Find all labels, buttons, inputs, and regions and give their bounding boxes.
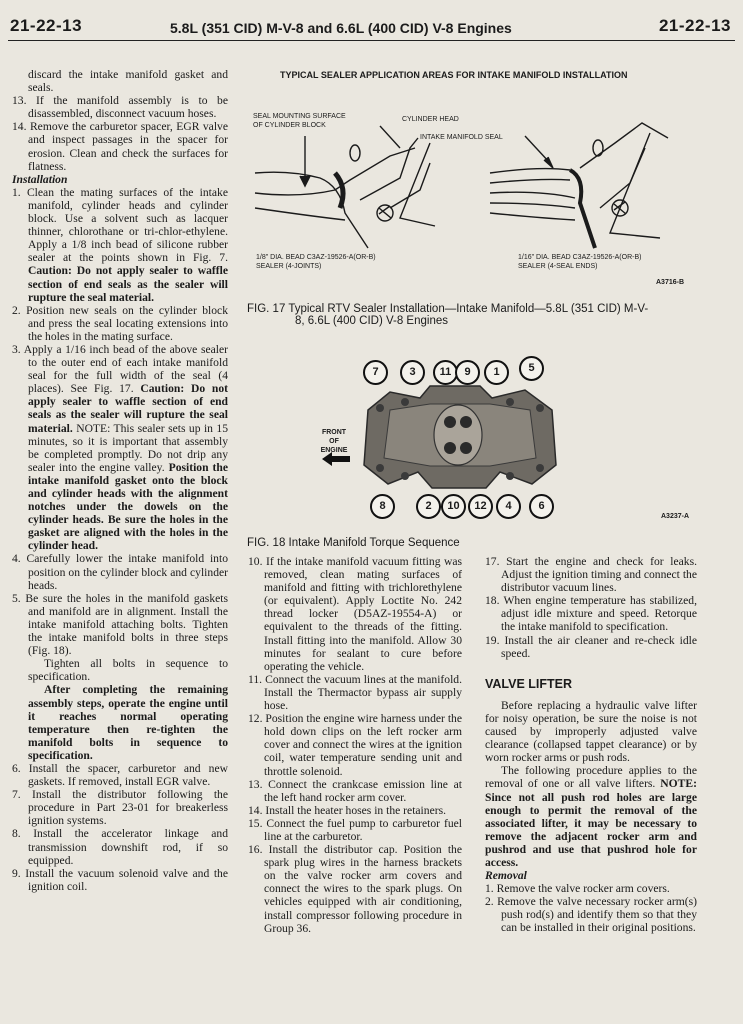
list-item: 11. Connect the vacuum lines at the manifold. Install the Thermactor bypass air supply hose. [248,672,462,713]
list-item: 9. Install the vacuum solenoid valve and the ignition coil. [12,866,228,893]
fig18-caption: FIG. 18 Intake Manifold Torque Sequence [247,537,460,549]
torque-number-2: 2 [416,494,441,519]
list-item: 12. Position the engine wire harness under the hold down clips on the left rocker arm cover and connect the wires at the ignition coil, water temperature sending unit and throttle solenoid. [248,712,462,778]
torque-number-3: 3 [400,360,425,385]
bold-paragraph: After completing the remaining assembly steps, operate the engine until it reaches normal operating temperature then re-tighten the manifold bolts in sequence to specification. [28,683,228,762]
list-item: 13. Connect the crankcase emission line at the left hand rocker arm cover. [248,777,462,804]
fig18-front-line1: FRONT [321,429,347,436]
torque-number-7: 7 [363,360,388,385]
fig18-manifold-drawing [360,380,560,492]
list-item [12,343,228,553]
caution-text: Caution: Do not apply sealer to waffle section of end seals as the sealer will rupture the seal material. [28,264,228,304]
torque-number-4: 4 [496,494,521,519]
list-item: 1. Remove the valve rocker arm covers. [485,882,670,896]
column-2 [248,555,462,935]
text-run: 3. Apply a 1/16 inch bead of the above sealer to the outer end of each intake manifold seal for the full width of the seal (4 places). See Fig. 17. [12,342,228,396]
bold-text: Position the intake manifold gasket onto the block and cylinder heads with the alignment notches under the dowels on the cylinder heads. Be sure the holes in the gasket are aligned with the holes in the cylinder head. [28,460,228,553]
torque-number-8: 8 [370,494,395,519]
fig18-number: A3237-A [661,513,690,520]
fig17-label-mount-line1: SEAL MOUNTING SURFACE [253,113,346,120]
list-item: 13. If the manifold assembly is to be disassembled, disconnect vacuum hoses. [12,94,228,121]
column-3 [485,555,697,935]
fig17-caption [247,303,648,327]
fig18-front-line3: ENGINE [320,447,348,454]
page-title: 5.8L (351 CID) M-V-8 and 6.6L (400 CID) V-8 Engines [170,20,512,36]
list-item: 14. Remove the carburetor spacer, EGR valve and inspect passages in the spacer for erosion. Clean and check the surfaces for flatness. [12,120,228,173]
list-item [12,186,228,304]
section-heading-valve-lifter: VALVE LIFTER [485,676,573,691]
page-number-left: 21-22-13 [10,16,83,35]
fig17-right-note [518,253,641,271]
torque-number-5: 5 [519,356,544,381]
fig17-caption-line1: FIG. 17 Typical RTV Sealer Installation—Intake Manifold—5.8L (351 CID) M-V- [247,303,649,315]
fig17-label-head: CYLINDER HEAD [402,116,459,123]
list-item: 18. When engine temperature has stabilized, adjust idle mixture and speed. Retorque the intake manifold to specification. [485,594,697,634]
header-rule [8,40,735,41]
front-arrow-icon [322,452,350,466]
fig18-front-label [312,428,356,455]
list-item: 2. Position new seals on the cylinder block and press the seal locating extensions into the holes in the mating surface. [12,303,228,343]
text-paragraph: discard the intake manifold gasket and seals. [28,68,228,95]
list-item: 7. Install the distributor following the procedure in Part 23-01 for breakerless ignition systems. [12,788,228,828]
fig17-title: TYPICAL SEALER APPLICATION AREAS FOR INTAKE MANIFOLD INSTALLATION [280,70,628,80]
torque-number-10: 10 [441,494,466,519]
torque-number-9: 9 [455,360,480,385]
list-item: 5. Be sure the holes in the manifold gaskets and manifold are in alignment. Install the intake manifold attaching bolts. Tighten the intake manifold bolts in three steps (Fig. 18). [12,591,228,658]
list-item: 17. Start the engine and check for leaks. Adjust the ignition timing and connect the distributor vacuum lines. [485,555,697,595]
list-item: 14. Install the heater hoses in the retainers. [248,803,446,817]
torque-number-1: 1 [484,360,509,385]
list-item: 10. If the intake manifold vacuum fitting was removed, clean mating surfaces of manifold and fitting with trichlorethylene (or equivalent). Apply Loctite No. 242 thread locker (D5AZ-19554-A) or equivalent to the threads of the fitting. Install fitting into the manifold. Allow 30 minutes for sealant to cure before operating the vehicle. [248,555,462,673]
fig17-left-note-line1: 1/8" DIA. BEAD C3AZ-19526-A(OR-B) [256,254,376,261]
text-run: The following procedure applies to the removal of one or all valve lifters. [485,764,697,791]
list-item: 4. Carefully lower the intake manifold into position on the cylinder block and cylinder heads. [12,552,228,592]
fig18-front-line2: OF [329,438,339,445]
fig17-right-note-line1: 1/16" DIA. BEAD C3AZ-19526-A(OR-B) [518,254,642,261]
list-item: 2. Remove the valve necessary rocker arm(s) push rod(s) and identify them so that they can be installed in their original positions. [485,895,697,935]
list-item: 15. Connect the fuel pump to carburetor fuel line at the carburetor. [248,816,462,843]
torque-number-11: 11 [433,360,458,385]
fig17-label-seal: INTAKE MANIFOLD SEAL [420,134,503,141]
text-paragraph [485,764,697,869]
fig17-label-mount-line2: OF CYLINDER BLOCK [253,122,326,129]
fig17-caption-line2: 8, 6.6L (400 CID) V-8 Engines [295,315,448,327]
text-run: 1. Clean the mating surfaces of the intake manifold, cylinder heads and cylinder block. Use a solvent such as lacquer thinner, chlorothane or tri-chlor-ethylene. Apply a 1/8 inch bead of silicone rubber sealer at the points shown in Fig. 7. [12,185,228,265]
note-text: NOTE: This sealer sets up in 15 minutes, so it is important that assembly be completed promptly. Do not drip any sealer into the engine valley. [28,421,228,474]
torque-number-6: 6 [529,494,554,519]
torque-number-12: 12 [468,494,493,519]
list-item: 6. Install the spacer, carburetor and new gaskets. If removed, install EGR valve. [12,761,228,789]
fig17-number: A3716-B [656,279,685,286]
fig17-diagram [250,108,690,258]
fig17-right-note-line2: SEALER (4-SEAL ENDS) [518,263,598,270]
text-paragraph: Tighten all bolts in sequence to specification. [28,657,228,684]
page-number-right: 21-22-13 [658,16,731,35]
note-text: NOTE: Since not all push rod holes are large enough to permit the removal of the associated lifter, it may be necessary to remove the adjacent rocker arm and pushrod and use that pushrod hole for access. [485,777,697,869]
subheading-removal: Removal [485,869,527,883]
text-paragraph: Before replacing a hydraulic valve lifter for noisy operation, be sure the noise is not caused by improperly adjusted valve clearance (collapsed tappet clearance) or by worn rocker arms or push rods. [485,698,697,765]
list-item: 16. Install the distributor cap. Position the spark plug wires in the harness brackets on the valve rocker arm covers and connect the wires to the spark plugs. On vehicles equipped with air conditioning, install compressor following procedure in Group 36. [248,843,462,935]
list-item: 19. Install the air cleaner and re-check idle speed. [485,633,697,660]
column-1 [12,68,228,893]
fig17-left-note-line2: SEALER (4-JOINTS) [256,263,322,270]
list-item: 8. Install the accelerator linkage and transmission downshift rod, if so equipped. [12,827,228,867]
fig17-left-note [256,253,376,271]
subheading-installation: Installation [12,172,68,186]
caution-text: Caution: Do not apply sealer to waffle section of end seals as the sealer will rupture the seal material. [28,382,228,435]
